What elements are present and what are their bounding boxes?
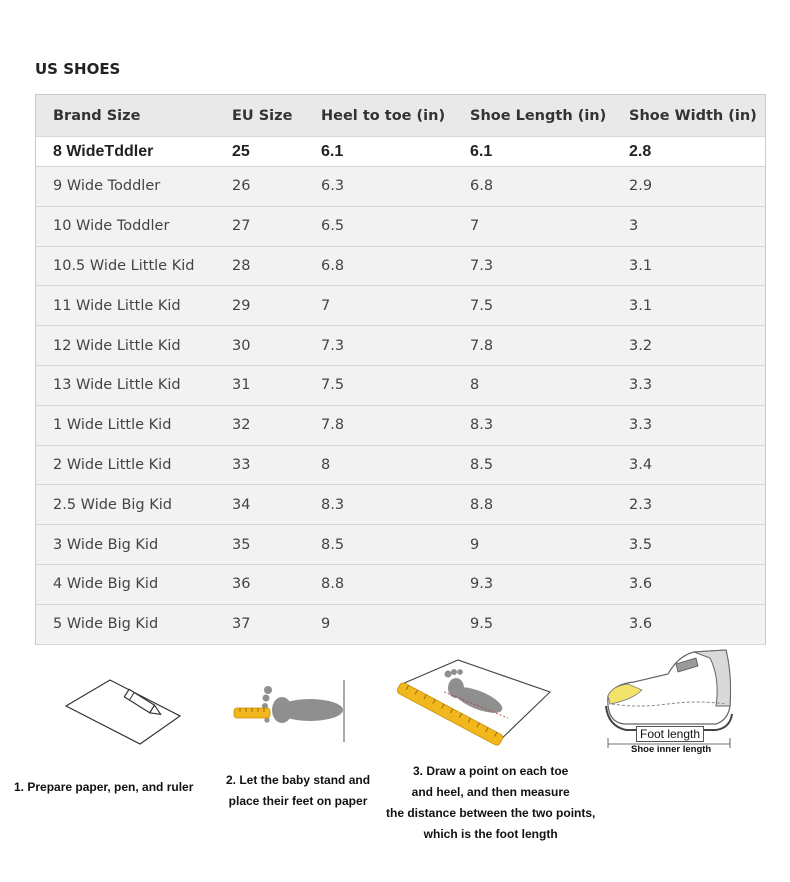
size-chart-table <box>35 94 766 645</box>
cell-shoe-length: 9.5 <box>453 604 612 644</box>
cell-brand-size: 4 Wide Big Kid <box>36 564 216 604</box>
cell-brand-size: 10.5 Wide Little Kid <box>36 246 216 286</box>
cell-shoe-width: 3.3 <box>612 365 766 405</box>
table-row <box>36 485 766 525</box>
cell-eu-size: 30 <box>215 326 304 366</box>
cell-shoe-length: 7 <box>453 206 612 246</box>
paper-pen-illustration <box>58 676 188 748</box>
cell-brand-size: 2 Wide Little Kid <box>36 445 216 485</box>
cell-heel-to-toe: 7 <box>304 286 453 326</box>
cell-heel-to-toe: 7.5 <box>304 365 453 405</box>
cell-heel-to-toe: 8 <box>304 445 453 485</box>
table-header-row <box>36 95 766 137</box>
table-row <box>36 246 766 286</box>
cell-shoe-length: 8.8 <box>453 485 612 525</box>
cell-shoe-width: 3.6 <box>612 604 766 644</box>
table-row <box>36 405 766 445</box>
step-3-text <box>386 761 595 845</box>
cell-brand-size: 11 Wide Little Kid <box>36 286 216 326</box>
cell-heel-to-toe: 6.8 <box>304 246 453 286</box>
measure-points-illustration <box>388 652 556 752</box>
header-shoe-width: Shoe Width (in) <box>612 95 766 137</box>
cell-shoe-width: 2.3 <box>612 485 766 525</box>
cell-shoe-width: 3.4 <box>612 445 766 485</box>
cell-eu-size: 26 <box>215 167 304 207</box>
page-title: US SHOES <box>35 60 121 78</box>
cell-eu-size: 34 <box>215 485 304 525</box>
cell-shoe-width: 3.1 <box>612 246 766 286</box>
cell-heel-to-toe: 8.8 <box>304 564 453 604</box>
cell-brand-size: 13 Wide Little Kid <box>36 365 216 405</box>
cell-eu-size: 37 <box>215 604 304 644</box>
cell-brand-size: 8 WideTddler <box>36 137 216 167</box>
table-row <box>36 326 766 366</box>
cell-eu-size: 27 <box>215 206 304 246</box>
foot-length-label: Foot length <box>636 726 704 742</box>
cell-heel-to-toe: 9 <box>304 604 453 644</box>
cell-heel-to-toe: 6.3 <box>304 167 453 207</box>
cell-shoe-length: 8 <box>453 365 612 405</box>
cell-eu-size: 36 <box>215 564 304 604</box>
table-row <box>36 564 766 604</box>
cell-eu-size: 28 <box>215 246 304 286</box>
cell-shoe-length: 7.5 <box>453 286 612 326</box>
cell-eu-size: 29 <box>215 286 304 326</box>
cell-brand-size: 1 Wide Little Kid <box>36 405 216 445</box>
cell-heel-to-toe: 7.8 <box>304 405 453 445</box>
table-row <box>36 445 766 485</box>
cell-heel-to-toe: 6.5 <box>304 206 453 246</box>
step-2-line-1: 2. Let the baby stand and <box>226 773 371 787</box>
header-shoe-length: Shoe Length (in) <box>453 95 612 137</box>
cell-eu-size: 31 <box>215 365 304 405</box>
cell-eu-size: 35 <box>215 525 304 565</box>
step-3-line-2: and heel, and then measure <box>411 785 570 799</box>
cell-shoe-width: 3.5 <box>612 525 766 565</box>
cell-shoe-width: 3.3 <box>612 405 766 445</box>
cell-eu-size: 25 <box>215 137 304 167</box>
cell-shoe-width: 3.1 <box>612 286 766 326</box>
step-2-text <box>226 770 370 812</box>
table-row <box>36 286 766 326</box>
header-brand-size: Brand Size <box>36 95 216 137</box>
step-2-line-2: place their feet on paper <box>228 794 368 808</box>
table-row <box>36 365 766 405</box>
table-row <box>36 604 766 644</box>
cell-shoe-length: 7.3 <box>453 246 612 286</box>
footprint-ruler-illustration <box>232 676 362 746</box>
cell-shoe-width: 3 <box>612 206 766 246</box>
cell-heel-to-toe: 7.3 <box>304 326 453 366</box>
shoe-inner-length-label: Shoe inner length <box>631 744 712 755</box>
cell-brand-size: 10 Wide Toddler <box>36 206 216 246</box>
step-1-text: 1. Prepare paper, pen, and ruler <box>14 780 194 794</box>
cell-shoe-width: 3.6 <box>612 564 766 604</box>
cell-brand-size: 3 Wide Big Kid <box>36 525 216 565</box>
table-row <box>36 137 766 167</box>
step-3-line-4: which is the foot length <box>423 827 558 841</box>
cell-shoe-width: 2.9 <box>612 167 766 207</box>
cell-brand-size: 9 Wide Toddler <box>36 167 216 207</box>
step-3-line-3: the distance between the two points, <box>386 806 596 820</box>
cell-shoe-length: 8.3 <box>453 405 612 445</box>
cell-brand-size: 12 Wide Little Kid <box>36 326 216 366</box>
table-row <box>36 525 766 565</box>
cell-shoe-width: 2.8 <box>612 137 766 167</box>
cell-heel-to-toe: 8.3 <box>304 485 453 525</box>
cell-eu-size: 32 <box>215 405 304 445</box>
cell-shoe-length: 8.5 <box>453 445 612 485</box>
cell-shoe-length: 9 <box>453 525 612 565</box>
cell-brand-size: 2.5 Wide Big Kid <box>36 485 216 525</box>
cell-shoe-length: 7.8 <box>453 326 612 366</box>
table-row <box>36 167 766 207</box>
header-heel-to-toe: Heel to toe (in) <box>304 95 453 137</box>
cell-shoe-length: 9.3 <box>453 564 612 604</box>
step-3-line-1: 3. Draw a point on each toe <box>412 764 569 778</box>
cell-heel-to-toe: 8.5 <box>304 525 453 565</box>
cell-heel-to-toe: 6.1 <box>304 137 453 167</box>
cell-shoe-width: 3.2 <box>612 326 766 366</box>
cell-brand-size: 5 Wide Big Kid <box>36 604 216 644</box>
cell-shoe-length: 6.1 <box>453 137 612 167</box>
table-row <box>36 206 766 246</box>
cell-shoe-length: 6.8 <box>453 167 612 207</box>
cell-eu-size: 33 <box>215 445 304 485</box>
table-body <box>36 137 766 645</box>
header-eu-size: EU Size <box>215 95 304 137</box>
